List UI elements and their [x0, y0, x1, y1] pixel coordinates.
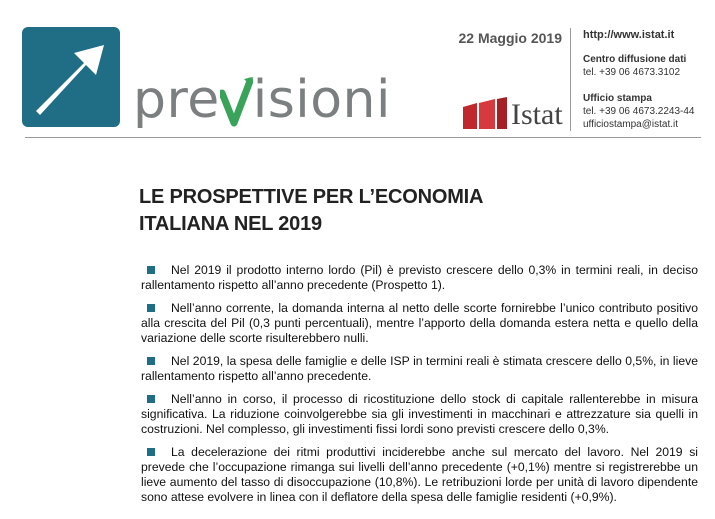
bullet-text: La decelerazione dei ritmi produttivi inciderebbe anche sul mercato del lavoro. Nel 2019 si prevede che l’occupazione rimanga sui livelli dell’anno precedente (+0,1%) mentre si registrerebbe un lieve aumento del tasso di disoccupazione (10,8%). Le retribuzioni lorde per unità di lavoro dipendente sono attese evolvere in linea con il deflatore della spesa delle famiglie residenti (+0,9%).	[141, 445, 698, 504]
istat-wordmark: Istat	[511, 98, 563, 131]
page-title-line1: LE PROSPETTIVE PER L’ECONOMIA	[139, 186, 484, 208]
bullet-text: Nel 2019, la spesa delle famiglie e delle ISP in termini reali è stimata crescere dello 0,5%, in lieve rallentamento rispetto all’anno precedente.	[141, 354, 698, 383]
page-title	[139, 184, 483, 238]
header-horizontal-divider	[25, 137, 701, 138]
previsioni-logo-icon	[22, 27, 120, 127]
square-bullet-icon	[147, 395, 155, 403]
wordmark-pre: pre	[133, 70, 220, 130]
square-bullet-icon	[147, 266, 155, 274]
bullet-text: Nel 2019 il prodotto interno lordo (Pil) è previsto crescere dello 0,3% in termini reali, in deciso rallentamento rispetto all’anno precedente (Prospetto 1).	[141, 263, 698, 292]
page-title-line2: ITALIANA NEL 2019	[139, 213, 322, 235]
contact-phone-diffusione: tel. +39 06 4673.3102	[583, 67, 681, 78]
square-bullet-icon	[147, 357, 155, 365]
release-date: 22 Maggio 2019	[458, 30, 562, 46]
contact-phone-stampa: tel. +39 06 4673.2243-44	[583, 106, 695, 117]
list-item	[141, 263, 698, 293]
istat-flag-icon	[461, 97, 509, 131]
square-bullet-icon	[147, 304, 155, 312]
bullet-text: Nell’anno corrente, la domanda interna al netto delle scorte fornirebbe l’unico contributo positivo alla crescita del Pil (0,3 punti percentuali), mentre l’apporto della domanda estera netta e quello della variazione delle scorte risulterebbero nulli.	[141, 301, 698, 345]
header-vertical-divider	[570, 28, 571, 131]
list-item	[141, 301, 698, 346]
wordmark-v-icon	[220, 75, 253, 127]
summary-bullet-list	[141, 263, 698, 513]
wordmark-rest: isioni	[252, 70, 391, 130]
list-item	[141, 445, 698, 505]
list-item	[141, 392, 698, 437]
contact-label-diffusione: Centro diffusione dati	[583, 54, 687, 65]
website-link[interactable]: http://www.istat.it	[583, 29, 675, 41]
square-bullet-icon	[147, 448, 155, 456]
contact-label-stampa: Ufficio stampa	[583, 93, 652, 104]
previsioni-wordmark	[133, 65, 391, 135]
contact-email-stampa[interactable]: ufficiostampa@istat.it	[583, 119, 679, 130]
list-item	[141, 354, 698, 384]
wordmark-v-letter: v	[219, 75, 221, 76]
bullet-text: Nell’anno in corso, il processo di ricostituzione dello stock di capitale rallenterebbe in misura significativa. La riduzione coinvolgerebbe sia gli investimenti in macchinari e attrezzature sia quelli in costruzioni. Nel complesso, gli investimenti fissi lordi sono previsti crescere dello 0,3%.	[141, 392, 698, 436]
